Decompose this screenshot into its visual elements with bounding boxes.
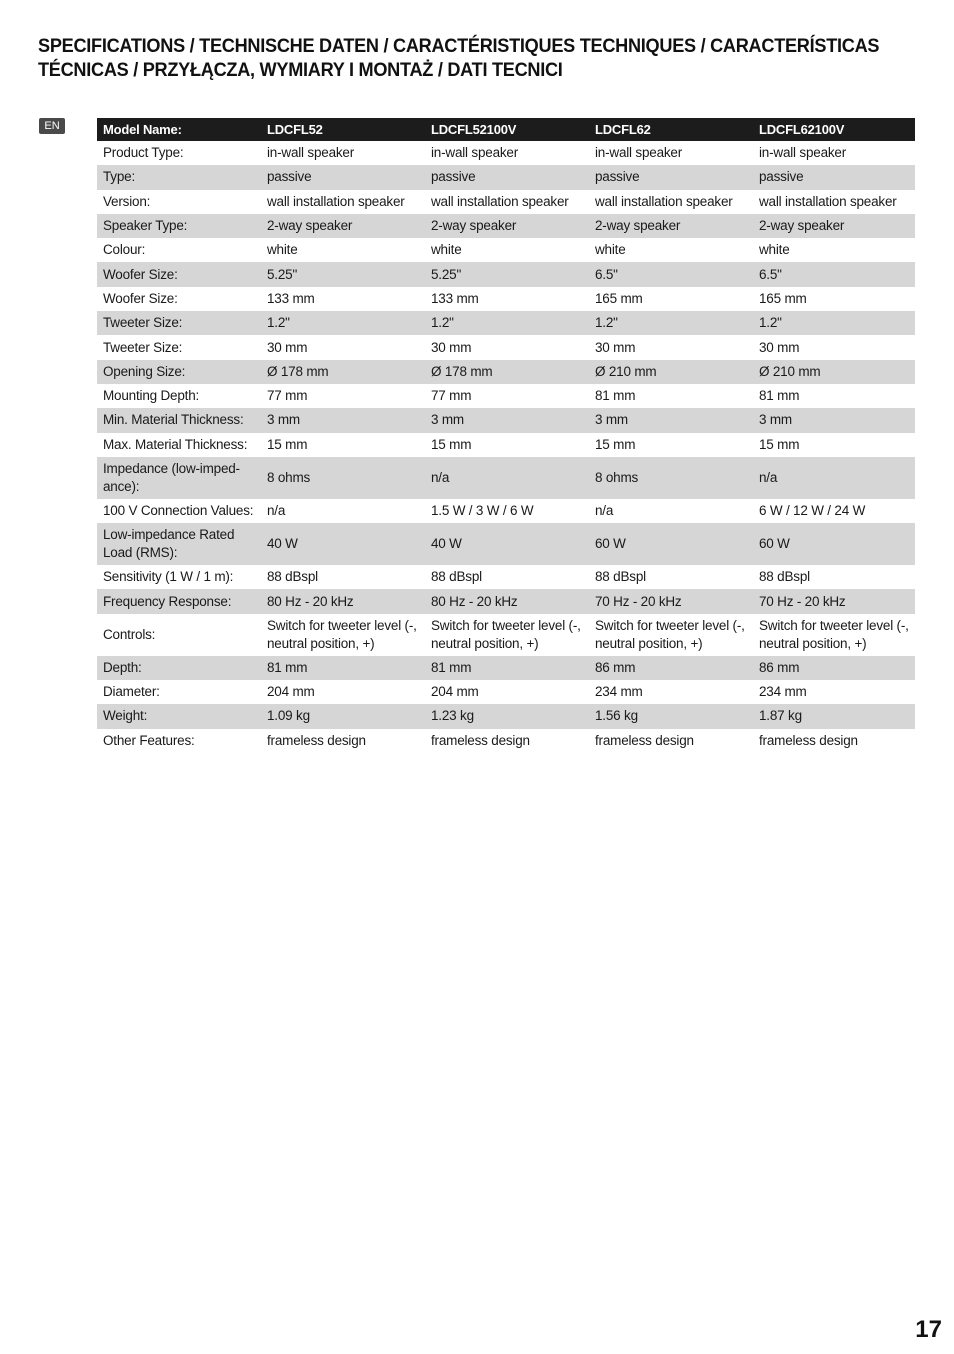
spec-value-cell: 3 mm <box>589 408 753 432</box>
spec-value-cell: 2-way speaker <box>261 214 425 238</box>
spec-value-cell: 165 mm <box>759 290 807 306</box>
spec-value-cell: wall installation speaker <box>759 193 897 209</box>
spec-value-cell: 30 mm <box>267 339 308 355</box>
page-title-line-1: SPECIFICATIONS / TECHNISCHE DATEN / CARACTÉRISTIQUES TECHNIQUES / CARACTERÍSTICAS <box>38 35 880 57</box>
language-badge: EN <box>39 118 65 134</box>
spec-value-cell: Switch for tweeter level (-, neutral position, +) <box>431 617 581 651</box>
spec-value-cell: 30 mm <box>595 339 636 355</box>
spec-label-cell: Tweeter Size: <box>97 311 261 335</box>
spec-value-cell: 6 W / 12 W / 24 W <box>759 503 866 518</box>
spec-value-cell: 77 mm <box>267 388 308 404</box>
table-row <box>97 589 915 613</box>
spec-label-cell: Max. Material Thickness: <box>103 436 248 452</box>
spec-value-cell: n/a <box>267 503 286 518</box>
header-model-ldcfl52: LDCFL52 <box>261 118 425 141</box>
spec-value-cell: 81 mm <box>261 656 425 680</box>
table-row <box>97 214 915 238</box>
spec-value-cell: 15 mm <box>759 436 800 452</box>
table-header-row <box>97 118 915 141</box>
spec-label-cell: Mounting Depth: <box>103 388 200 404</box>
header-model-ldcfl62100v: LDCFL62100V <box>753 118 915 141</box>
spec-value-cell: 8 ohms <box>589 457 753 499</box>
spec-value-cell: 1.2" <box>589 311 753 335</box>
spec-value-cell: 234 mm <box>595 684 643 700</box>
table-row <box>97 523 915 565</box>
table-row <box>97 680 915 704</box>
spec-value-cell: 2-way speaker <box>425 214 589 238</box>
spec-value-cell: 3 mm <box>261 408 425 432</box>
spec-value-cell: 8 ohms <box>261 457 425 499</box>
spec-value-cell: wall installation speaker <box>431 193 569 209</box>
specifications-table <box>97 118 915 753</box>
spec-value-cell: 80 Hz - 20 kHz <box>261 589 425 613</box>
spec-label-cell: Speaker Type: <box>97 214 261 238</box>
header-model-ldcfl52100v: LDCFL52100V <box>425 118 589 141</box>
spec-value-cell: 86 mm <box>589 656 753 680</box>
spec-value-cell: 88 dBspl <box>267 569 318 585</box>
spec-value-cell: 60 W <box>753 523 915 565</box>
table-row <box>97 335 915 359</box>
spec-value-cell: 40 W <box>261 523 425 565</box>
table-row <box>97 311 915 335</box>
table-row <box>97 433 915 457</box>
table-row <box>97 656 915 680</box>
spec-value-cell: 40 W <box>425 523 589 565</box>
spec-value-cell: Switch for tweeter level (-, neutral position, +) <box>267 617 417 651</box>
table-row <box>97 704 915 728</box>
spec-value-cell: 165 mm <box>595 290 643 306</box>
table-row <box>97 141 915 165</box>
spec-value-cell: 15 mm <box>595 436 636 452</box>
spec-label-cell: Other Features: <box>103 732 195 748</box>
spec-value-cell: 5.25" <box>261 262 425 286</box>
spec-value-cell: 88 dBspl <box>431 569 482 585</box>
spec-label-cell: Min. Material Thickness: <box>97 408 261 432</box>
spec-value-cell: n/a <box>425 457 589 499</box>
spec-value-cell: 1.56 kg <box>589 704 753 728</box>
spec-value-cell: white <box>267 242 298 258</box>
spec-label-cell: Impedance (low-imped-ance): <box>97 457 261 499</box>
spec-value-cell: Switch for tweeter level (-, neutral position, +) <box>759 617 909 651</box>
spec-value-cell: 6.5" <box>753 262 915 286</box>
spec-label-cell: Controls: <box>103 626 156 642</box>
table-row <box>97 565 915 589</box>
spec-value-cell: 81 mm <box>425 656 589 680</box>
spec-label-cell: Tweeter Size: <box>103 339 183 355</box>
spec-value-cell: 133 mm <box>431 290 479 306</box>
spec-value-cell: 86 mm <box>753 656 915 680</box>
page-title-line-2: TÉCNICAS / PRZYŁĄCZA, WYMIARY I MONTAŻ / DATI TECNICI <box>38 59 563 81</box>
spec-value-cell: white <box>759 242 790 258</box>
spec-value-cell: in-wall speaker <box>431 145 519 161</box>
spec-value-cell: 81 mm <box>595 388 636 404</box>
spec-value-cell: 1.2" <box>425 311 589 335</box>
spec-label-cell: Low-impedance Rated Load (RMS): <box>97 523 261 565</box>
spec-value-cell: white <box>431 242 462 258</box>
spec-value-cell: 70 Hz - 20 kHz <box>589 589 753 613</box>
table-row <box>97 499 915 523</box>
spec-label-cell: Version: <box>103 193 151 209</box>
table-row <box>97 287 915 311</box>
spec-value-cell: 1.2" <box>261 311 425 335</box>
page-title <box>38 34 880 82</box>
table-row <box>97 384 915 408</box>
page-number: 17 <box>915 1316 942 1343</box>
spec-value-cell: 2-way speaker <box>753 214 915 238</box>
spec-value-cell: frameless design <box>759 732 858 748</box>
spec-value-cell: passive <box>753 165 915 189</box>
spec-value-cell: 15 mm <box>431 436 472 452</box>
spec-value-cell: 1.5 W / 3 W / 6 W <box>431 503 534 518</box>
spec-value-cell: passive <box>261 165 425 189</box>
table-row <box>97 262 915 286</box>
spec-value-cell: 234 mm <box>759 684 807 700</box>
spec-value-cell: passive <box>589 165 753 189</box>
spec-value-cell: 30 mm <box>431 339 472 355</box>
table-row <box>97 360 915 384</box>
spec-label-cell: 100 V Connection Values: <box>103 503 254 518</box>
spec-value-cell: in-wall speaker <box>595 145 683 161</box>
spec-value-cell: 6.5" <box>589 262 753 286</box>
spec-value-cell: Ø 210 mm <box>753 360 915 384</box>
spec-value-cell: 1.23 kg <box>425 704 589 728</box>
table-body <box>97 141 915 753</box>
header-model-name: Model Name: <box>97 118 261 141</box>
spec-value-cell: 1.87 kg <box>753 704 915 728</box>
spec-value-cell: 30 mm <box>759 339 800 355</box>
spec-value-cell: frameless design <box>595 732 694 748</box>
spec-value-cell: 1.2" <box>753 311 915 335</box>
spec-value-cell: 204 mm <box>431 684 479 700</box>
spec-value-cell: 3 mm <box>753 408 915 432</box>
spec-label-cell: Frequency Response: <box>97 589 261 613</box>
spec-value-cell: wall installation speaker <box>595 193 733 209</box>
spec-value-cell: Ø 178 mm <box>425 360 589 384</box>
table-row <box>97 165 915 189</box>
spec-label-cell: Woofer Size: <box>97 262 261 286</box>
spec-value-cell: 81 mm <box>759 388 800 404</box>
spec-value-cell: 88 dBspl <box>759 569 810 585</box>
spec-label-cell: Product Type: <box>103 145 184 161</box>
spec-value-cell: n/a <box>595 503 614 518</box>
spec-value-cell: 77 mm <box>431 388 472 404</box>
table-row <box>97 190 915 214</box>
spec-label-cell: Weight: <box>97 704 261 728</box>
spec-value-cell: 1.09 kg <box>261 704 425 728</box>
spec-value-cell: 80 Hz - 20 kHz <box>425 589 589 613</box>
spec-value-cell: 88 dBspl <box>595 569 646 585</box>
spec-value-cell: white <box>595 242 626 258</box>
table-row <box>97 614 915 656</box>
spec-value-cell: passive <box>425 165 589 189</box>
spec-value-cell: 204 mm <box>267 684 315 700</box>
table-row <box>97 408 915 432</box>
table-row <box>97 238 915 262</box>
spec-label-cell: Colour: <box>103 242 146 258</box>
spec-value-cell: in-wall speaker <box>759 145 847 161</box>
spec-label-cell: Woofer Size: <box>103 290 178 306</box>
spec-value-cell: Ø 210 mm <box>589 360 753 384</box>
spec-value-cell: Switch for tweeter level (-, neutral position, +) <box>595 617 745 651</box>
spec-value-cell: in-wall speaker <box>267 145 355 161</box>
spec-label-cell: Sensitivity (1 W / 1 m): <box>103 569 234 585</box>
spec-label-cell: Depth: <box>97 656 261 680</box>
spec-label-cell: Opening Size: <box>97 360 261 384</box>
spec-value-cell: 60 W <box>589 523 753 565</box>
spec-value-cell: Ø 178 mm <box>261 360 425 384</box>
spec-value-cell: 2-way speaker <box>589 214 753 238</box>
spec-value-cell: 5.25" <box>425 262 589 286</box>
spec-value-cell: n/a <box>753 457 915 499</box>
spec-value-cell: wall installation speaker <box>267 193 405 209</box>
spec-label-cell: Diameter: <box>103 684 160 700</box>
spec-value-cell: 3 mm <box>425 408 589 432</box>
spec-value-cell: 70 Hz - 20 kHz <box>753 589 915 613</box>
spec-value-cell: 133 mm <box>267 290 315 306</box>
header-model-ldcfl62: LDCFL62 <box>589 118 753 141</box>
table-row <box>97 457 915 499</box>
table-row <box>97 729 915 753</box>
spec-value-cell: 15 mm <box>267 436 308 452</box>
spec-value-cell: frameless design <box>267 732 366 748</box>
spec-label-cell: Type: <box>97 165 261 189</box>
spec-value-cell: frameless design <box>431 732 530 748</box>
